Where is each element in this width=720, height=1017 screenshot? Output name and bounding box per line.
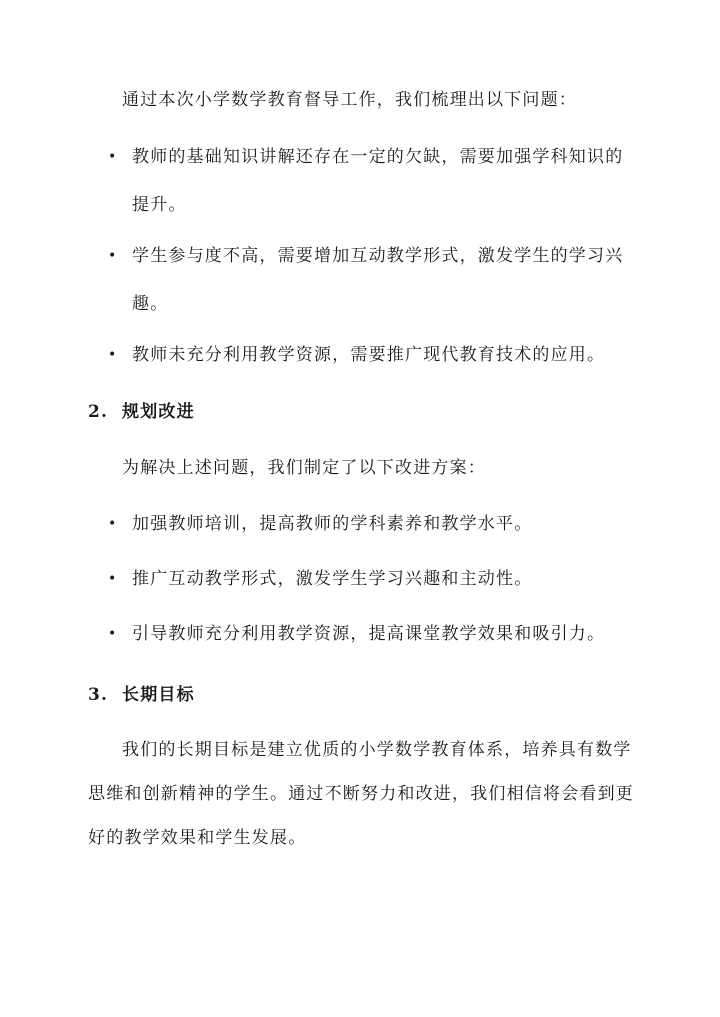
section-number: 2. bbox=[88, 402, 109, 422]
intro-paragraph: 通过本次小学数学教育督导工作，我们梳理出以下问题： bbox=[122, 90, 577, 110]
section-3-body: 我们的长期目标是建立优质的小学数学教育体系，培养具有数学思维和创新精神的学生。通过不断努力和改进，我们相信将会看到更好的教学效果和学生发展。 bbox=[88, 740, 634, 848]
bullet-icon: • bbox=[108, 149, 118, 165]
section-title: 规划改进 bbox=[122, 402, 195, 422]
section-3-heading bbox=[88, 683, 195, 707]
problem-text: 教师未充分利用教学资源，需要推广现代教育技术的应用。 bbox=[132, 345, 606, 365]
improvement-item-2 bbox=[108, 555, 628, 603]
section-number: 3. bbox=[88, 685, 109, 705]
section-2-intro: 为解决上述问题，我们制定了以下改进方案： bbox=[122, 458, 486, 478]
improvement-item-1 bbox=[108, 500, 628, 548]
improvement-text: 引导教师充分利用教学资源，提高课堂教学效果和吸引力。 bbox=[132, 624, 606, 644]
bullet-icon: • bbox=[108, 571, 118, 587]
problem-item-1 bbox=[108, 133, 628, 229]
bullet-icon: • bbox=[108, 248, 118, 264]
problem-text: 教师的基础知识讲解还存在一定的欠缺，需要加强学科知识的提升。 bbox=[132, 147, 624, 215]
problem-text: 学生参与度不高，需要增加互动教学形式，激发学生的学习兴趣。 bbox=[132, 246, 624, 314]
bullet-icon: • bbox=[108, 347, 118, 363]
improvement-text: 推广互动教学形式，激发学生学习兴趣和主动性。 bbox=[132, 569, 533, 589]
section-title: 长期目标 bbox=[122, 685, 195, 705]
improvement-text: 加强教师培训，提高教师的学科素养和教学水平。 bbox=[132, 514, 533, 534]
bullet-icon: • bbox=[108, 626, 118, 642]
problem-item-2 bbox=[108, 232, 628, 328]
bullet-icon: • bbox=[108, 516, 118, 532]
improvement-item-3 bbox=[108, 610, 628, 658]
section-2-heading bbox=[88, 400, 195, 424]
problem-item-3 bbox=[108, 331, 628, 379]
